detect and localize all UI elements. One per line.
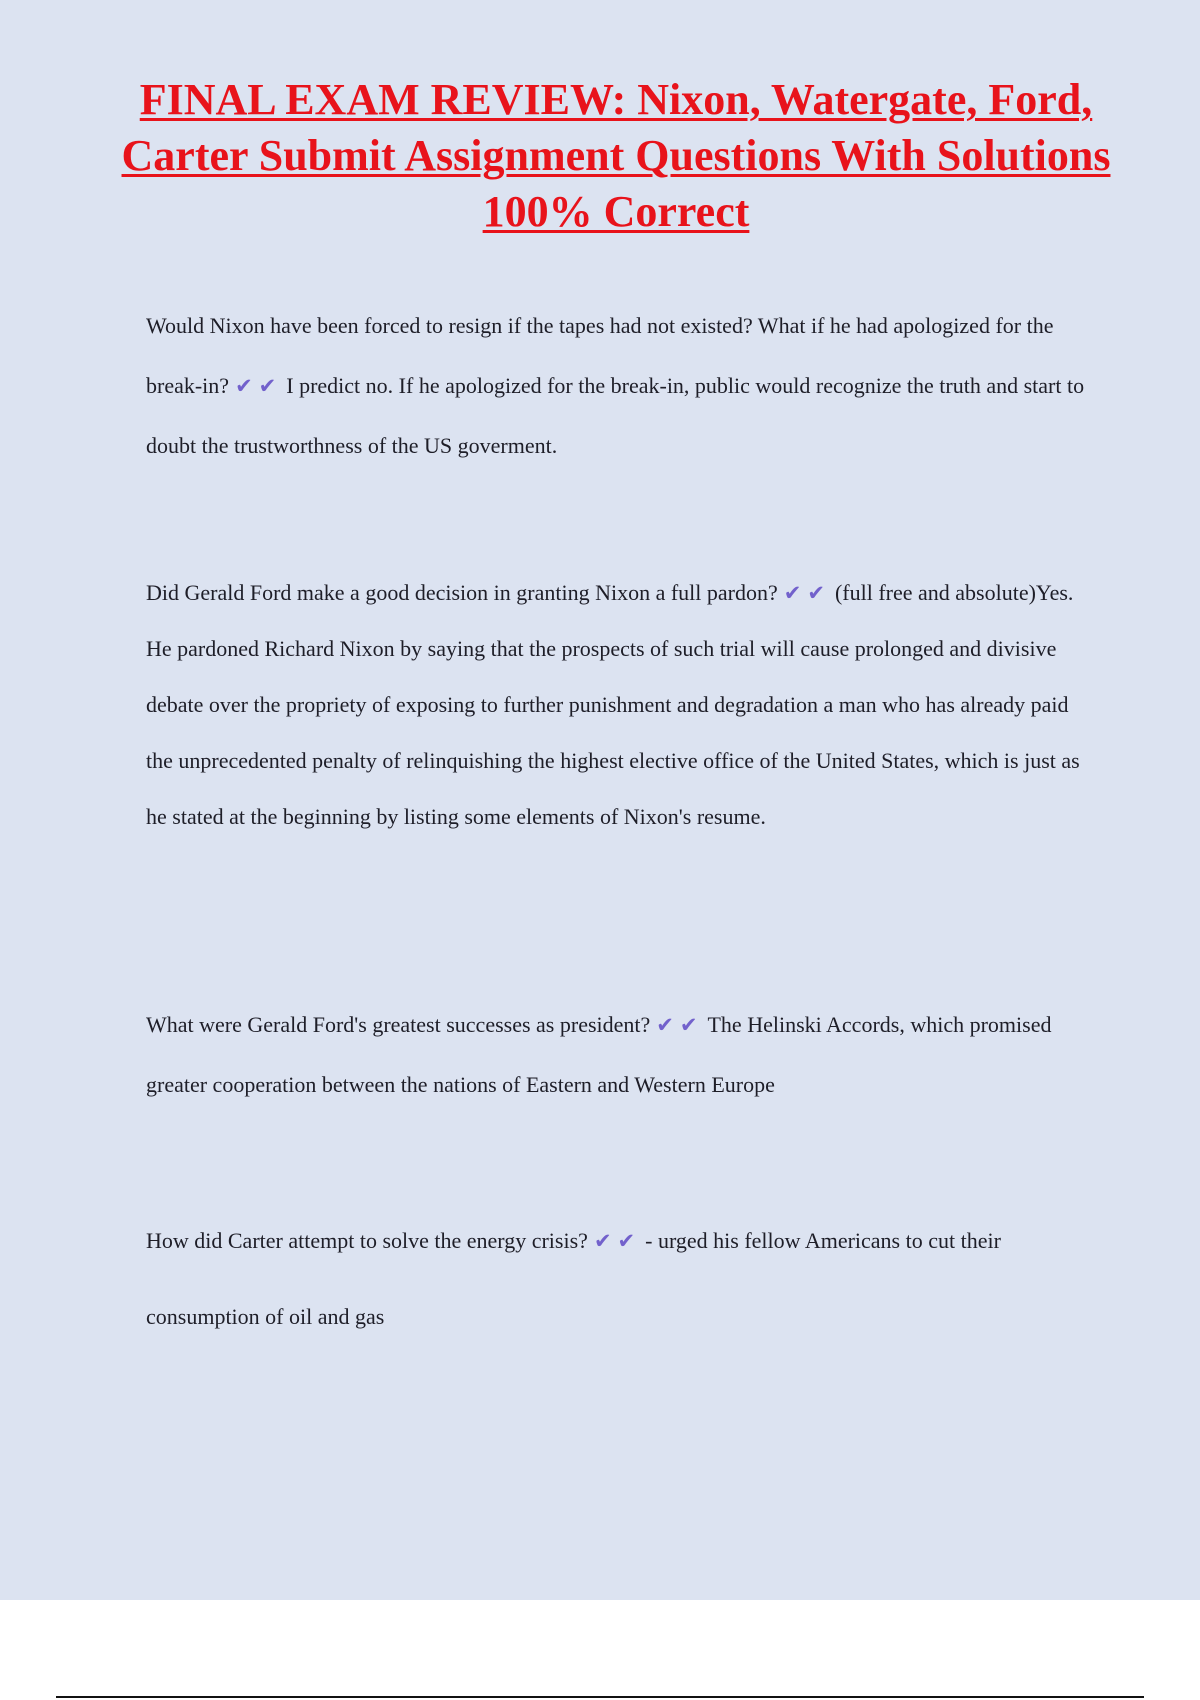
question-text: Did Gerald Ford make a good decision in granting Nixon a full pardon? [146,580,778,605]
double-check-icon: ✔✔ [783,581,831,605]
answer-text: (full free and absolute)Yes. He pardoned Richard Nixon by saying that the prospects of such trial will cause prolonged and divisive debate over the propriety of exposing to further punishment and degradation a man who has already paid the unprecedented penalty of relinquishing the highest elective office of the United States, which is just as he stated at the beginning by listing some elements of Nixon's resume. [146,580,1080,829]
qa-entry [146,296,1096,476]
document-title: FINAL EXAM REVIEW: Nixon, Watergate, Ford, Carter Submit Assignment Questions With Solutions 100% Correct [121,75,1111,236]
footer-divider [56,1696,1144,1698]
double-check-icon: ✔✔ [656,1013,704,1037]
qa-entry [146,565,1096,845]
answer-text: The Helinski Accords, which promised greater cooperation between the nations of Eastern and Western Europe [146,1012,1052,1097]
question-text: Would Nixon have been forced to resign if the tapes had not existed? What if he had apologized for the break-in? [146,313,1054,398]
answer-text: I predict no. If he apologized for the break-in, public would recognize the truth and start to doubt the trustworthness of the US goverment. [146,373,1085,458]
qa-entry [146,1203,1096,1355]
double-check-icon: ✔✔ [593,1229,642,1253]
qa-entry [146,995,1096,1115]
question-text: How did Carter attempt to solve the energy crisis? [146,1228,588,1253]
answer-text: - urged his fellow Americans to cut their consumption of oil and gas [146,1228,1001,1329]
question-text: What were Gerald Ford's greatest successes as president? [146,1012,651,1037]
double-check-icon: ✔✔ [235,374,283,398]
